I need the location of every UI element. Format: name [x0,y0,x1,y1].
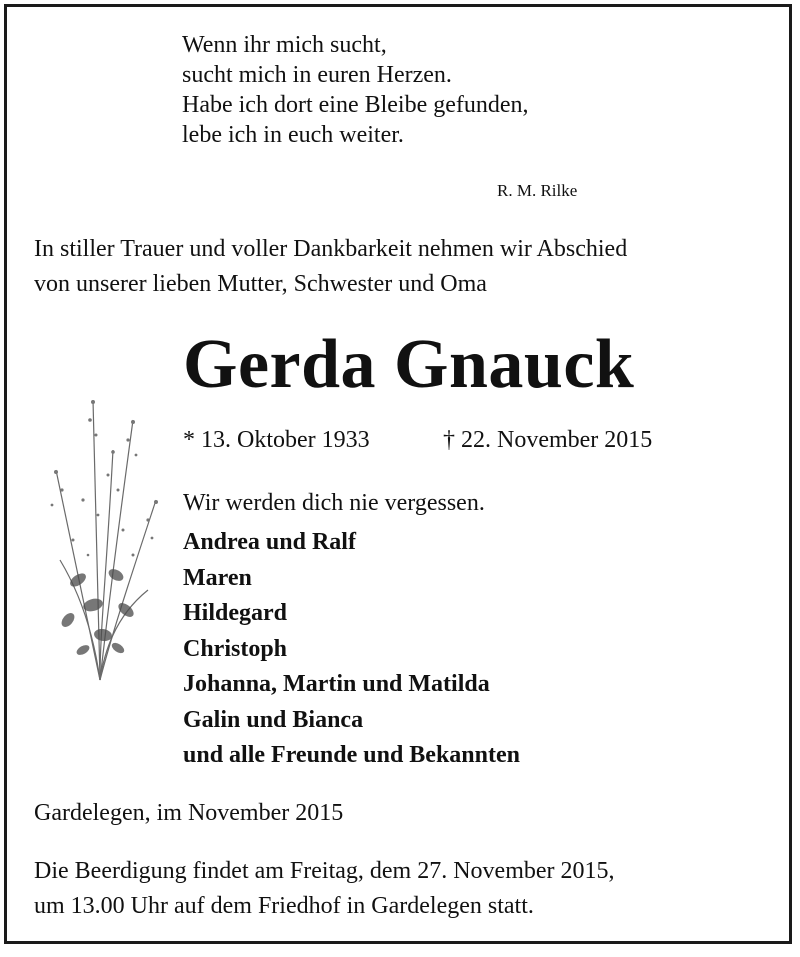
poem-line: Wenn ihr mich sucht, [182,32,387,58]
birth-date: * 13. Oktober 1933 [183,427,370,453]
flower-bouquet-icon [38,380,168,690]
mourner: Christoph [183,635,288,662]
mourner: Maren [183,564,252,591]
poem-author: R. M. Rilke [497,181,578,200]
poem [182,30,529,150]
poem-line: sucht mich in euren Herzen. [182,62,452,88]
memory-line: Wir werden dich nie vergessen. [183,490,485,516]
mourners-list [183,525,520,774]
poem-line: lebe ich in euch weiter. [182,122,404,148]
intro-line: von unserer lieben Mutter, Schwester und Oma [34,271,487,297]
place-date: Gardelegen, im November 2015 [34,800,344,826]
mourner: Johanna, Martin und Matilda [183,671,490,697]
deceased-name: Gerda Gnauck [183,326,635,403]
mourner: Galin und Bianca [183,706,364,733]
death-date: † 22. November 2015 [443,427,653,453]
mourner: und alle Freunde und Bekannten [183,742,520,768]
mourner: Andrea und Ralf [183,529,356,555]
funeral-notice [34,854,615,924]
funeral-line: Die Beerdigung findet am Freitag, dem 27. November 2015, [34,858,615,884]
intro-line: In stiller Trauer und voller Dankbarkeit nehmen wir Abschied [34,236,628,262]
funeral-line: um 13.00 Uhr auf dem Friedhof in Gardelegen statt. [34,893,534,919]
mourner: Hildegard [183,600,288,626]
poem-line: Habe ich dort eine Bleibe gefunden, [182,92,529,118]
intro-text [34,232,627,302]
